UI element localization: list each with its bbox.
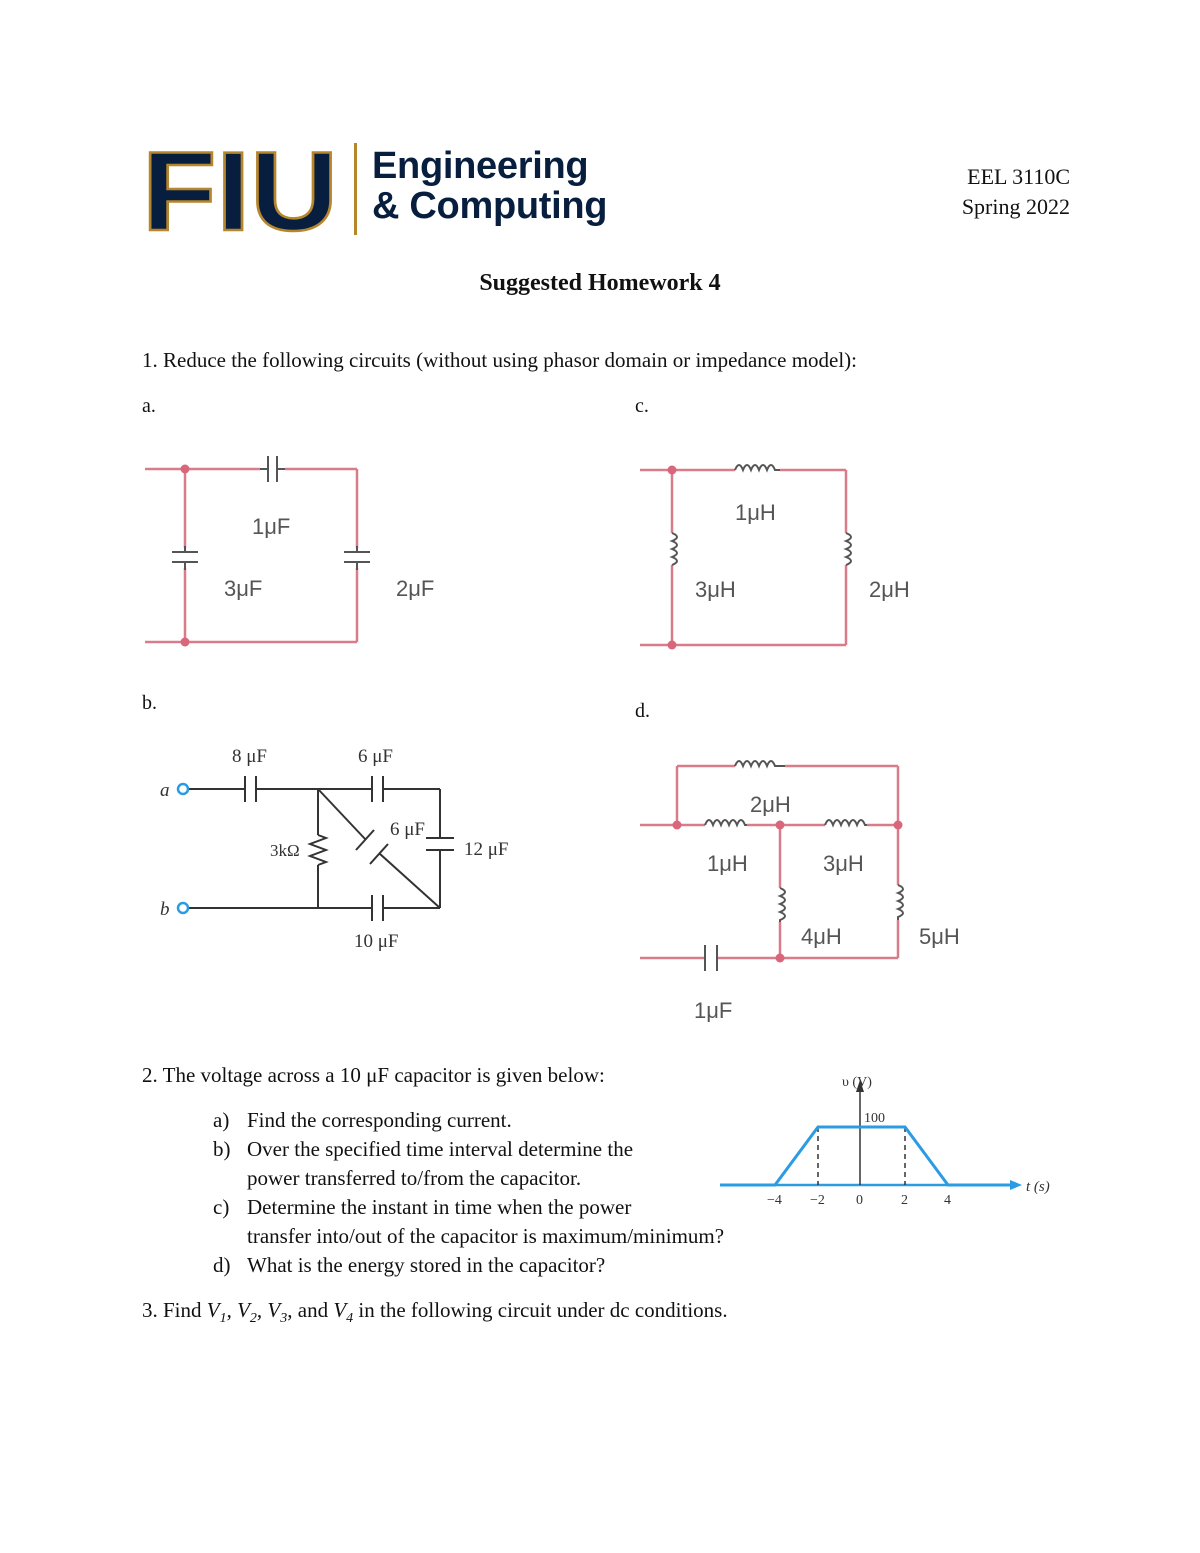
- q2-item-c: c) Determine the instant in time when the power: [213, 1195, 632, 1219]
- logo-line-engineering: Engineering: [372, 145, 589, 187]
- circuit-b: [150, 740, 530, 960]
- course-code: EEL 3110C: [967, 164, 1070, 189]
- circuit-b-node-b: b: [160, 899, 170, 920]
- graph-tick-0: 0: [856, 1193, 863, 1208]
- circuit-d-l3: 3μH: [823, 851, 864, 876]
- circuit-a: [140, 450, 435, 660]
- q2-item-a: a) Find the corresponding current.: [213, 1108, 512, 1132]
- circuit-a-c3: 2μF: [396, 576, 435, 601]
- course-term: Spring 2022: [961, 194, 1070, 219]
- graph-tick-4: 4: [944, 1193, 951, 1208]
- circuit-c-l3: 2μH: [869, 577, 910, 602]
- graph-y-label: υ (V): [842, 1075, 872, 1090]
- circuit-a-c2: 3μF: [224, 576, 263, 601]
- circuit-d-l4: 4μH: [801, 924, 842, 949]
- voltage-graph: [710, 1068, 1070, 1213]
- graph-tick-m2: −2: [810, 1193, 825, 1208]
- label-c: c.: [635, 395, 649, 417]
- circuit-b-c4: 12 μF: [464, 839, 509, 860]
- logo-divider: [354, 143, 357, 235]
- page-title: Suggested Homework 4: [479, 270, 721, 296]
- label-d: d.: [635, 700, 650, 722]
- graph-x-label: t (s): [1026, 1179, 1050, 1195]
- graph-peak-label: 100: [864, 1111, 885, 1126]
- q3-prompt: 3. Find $V_1$, $V_2$, $V_3$, and $V_4$ in the following circuit under dc conditions.: [142, 1298, 728, 1327]
- circuit-c-l1: 1μH: [735, 500, 776, 525]
- label-a: a.: [142, 395, 156, 417]
- circuit-a-c1: 1μF: [252, 514, 291, 539]
- circuit-d-l1: 2μH: [750, 792, 791, 817]
- course-info: [962, 162, 1070, 222]
- circuit-d-l5: 5μH: [919, 924, 960, 949]
- circuit-c: [635, 455, 935, 655]
- circuit-b-c1: 8 μF: [232, 746, 268, 767]
- graph-tick-2: 2: [901, 1193, 908, 1208]
- circuit-b-resistor: 3kΩ: [270, 841, 300, 860]
- label-b: b.: [142, 692, 157, 714]
- q2-item-b: b) Over the specified time interval determine the: [213, 1137, 634, 1161]
- graph-tick-m4: −4: [767, 1193, 782, 1208]
- circuit-d-l2: 1μH: [707, 851, 748, 876]
- q2-item-d: d) What is the energy stored in the capacitor?: [213, 1253, 606, 1277]
- circuit-c-l2: 3μH: [695, 577, 736, 602]
- q2-item-c-cont: transfer into/out of the capacitor is maximum/minimum?: [247, 1224, 725, 1248]
- circuit-d-c1: 1μF: [694, 998, 733, 1023]
- q2-prompt: 2. The voltage across a 10 μF capacitor is given below:: [142, 1063, 605, 1087]
- q2-item-b-cont: power transferred to/from the capacitor.: [247, 1166, 582, 1190]
- circuit-b-node-a: a: [160, 780, 170, 801]
- circuit-b-c2: 6 μF: [358, 746, 394, 767]
- fiu-logo-text: FIU: [142, 129, 338, 254]
- circuit-d: [635, 750, 975, 1030]
- logo-line-computing: & Computing: [372, 185, 608, 227]
- voltage-waveform: [720, 1127, 1010, 1185]
- circuit-b-c5: 10 μF: [354, 931, 399, 952]
- q1-prompt: 1. Reduce the following circuits (without using phasor domain or impedance model):: [142, 348, 858, 372]
- circuit-b-c3: 6 μF: [390, 819, 426, 840]
- fiu-logo: [142, 129, 338, 254]
